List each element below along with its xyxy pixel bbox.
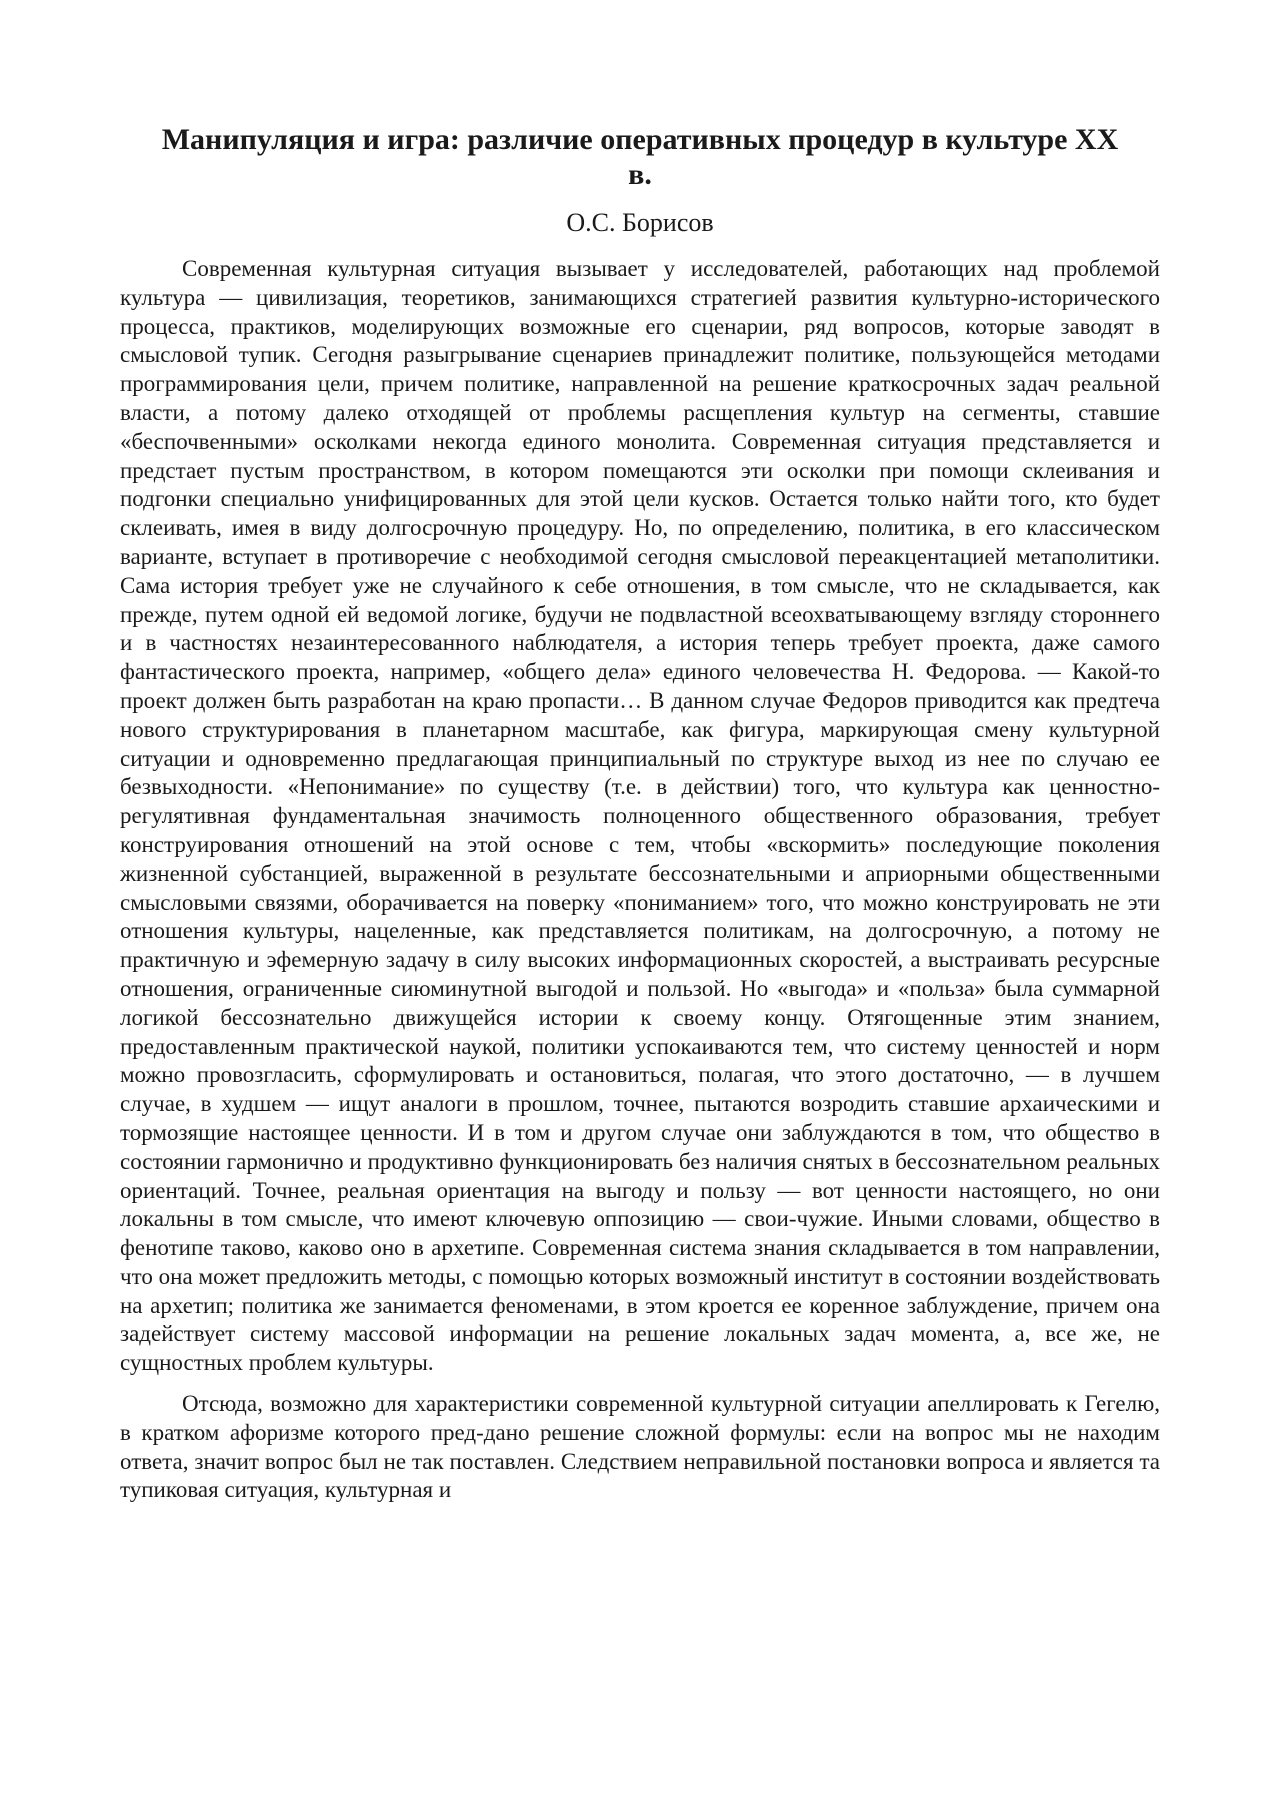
article-author: О.С. Борисов <box>566 208 714 237</box>
body-paragraph: Современная культурная ситуация вызывает у исследователей, работающих над проблемой культура — цивилизация, теоретиков, занимающихся стратегией развития культурно-исторического процесса, практиков, моделирующих возможные его сценарии, ряд вопросов, которые заводят в смысловой тупик. Сегодня разыгрывание сценариев принадлежит политике, пользующейся методами программирования цели, причем политике, направленной на решение краткосрочных задач реальной власти, а потому далеко отходящей от проблемы расщепления культур на сегменты, ставшие «беспочвенными» осколками некогда единого монолита. Современная ситуация представляется и предстает пустым пространством, в котором помещаются эти осколки при помощи склеивания и подгонки специально унифицированных для этой цели кусков. Остается только найти того, кто будет склеивать, имея в виду долгосрочную процедуру. Но, по определению, политика, в его классическом варианте, вступает в противоречие с необходимой сегодня смысловой переакцентацией метаполитики. Сама история требует уже не случайного к себе отношения, в том смысле, что не складывается, как прежде, путем одной ей ведомой логике, будучи не подвластной всеохватывающему взгляду стороннего и в частностях незаинтересованного наблюдателя, а история теперь требует проекта, даже самого фантастического проекта, например, «общего дела» единого человечества Н. Федорова. — Какой-то проект должен быть разработан на краю пропасти… В данном случае Федоров приводится как предтеча нового структурирования в планетарном масштабе, как фигура, маркирующая смену культурной ситуации и одновременно предлагающая принципиальный по структуре выход из нее по случаю ее безвыходности. «Непонимание» по существу (т.е. в действии) того, что культура как ценностно-регулятивная фундаментальная значимость полноценного общественного образования, требует конструирования отношений на этой основе с тем, чтобы «вскормить» последующие поколения жизненной субстанцией, выраженной в результате бессознательными и априорными общественными смысловыми связями, оборачивается на поверку «пониманием» того, что можно конструировать не эти отношения культуры, нацеленные, как представляется политикам, на долгосрочную, а потому не практичную и эфемерную задачу в силу высоких информационных скоростей, а выстраивать ресурсные отношения, ограниченные сиюминутной выгодой и пользой. Но «выгода» и «польза» была суммарной логикой бессознательно движущейся истории к своему концу. Отягощенные этим знанием, предоставленным практической наукой, политики успокаиваются тем, что систему ценностей и норм можно провозгласить, сформулировать и остановиться, полагая, что этого достаточно, — в лучшем случае, в худшем — ищут аналоги в прошлом, точнее, пытаются возродить ставшие архаическими и тормозящие настоящее ценности. И в том и другом случае они заблуждаются в том, что общество в состоянии гармонично и продуктивно функционировать без наличия снятых в бессознательном реальных ориентаций. Точнее, реальная ориентация на выгоду и пользу — вот ценности настоящего, но они локальны в том смысле, что имеют ключевую оппозицию — свои-чужие. Иными словами, общество в фенотипе таково, каково оно в архетипе. Современная система знания складывается в том направлении, что она может предложить методы, с помощью которых возможный институт в состоянии воздействовать на архетип; политика же занимается феноменами, в этом кроется ее коренное заблуждение, причем она задействует систему массовой информации на решение локальных задач момента, а, все же, не сущностных проблем культуры. <box>120 256 1160 1376</box>
article-body <box>120 255 1160 1517</box>
body-paragraph: Отсюда, возможно для характеристики современной культурной ситуации апеллировать к Гегелю, в кратком афоризме которого пред-дано решение сложной формулы: если на вопрос мы не находим ответа, значит вопрос был не так поставлен. Следствием неправильной постановки вопроса и является та тупиковая ситуация, культурная и <box>120 1391 1160 1503</box>
article-title: Манипуляция и игра: различие оперативных процедур в культуре XX в. <box>161 123 1119 191</box>
